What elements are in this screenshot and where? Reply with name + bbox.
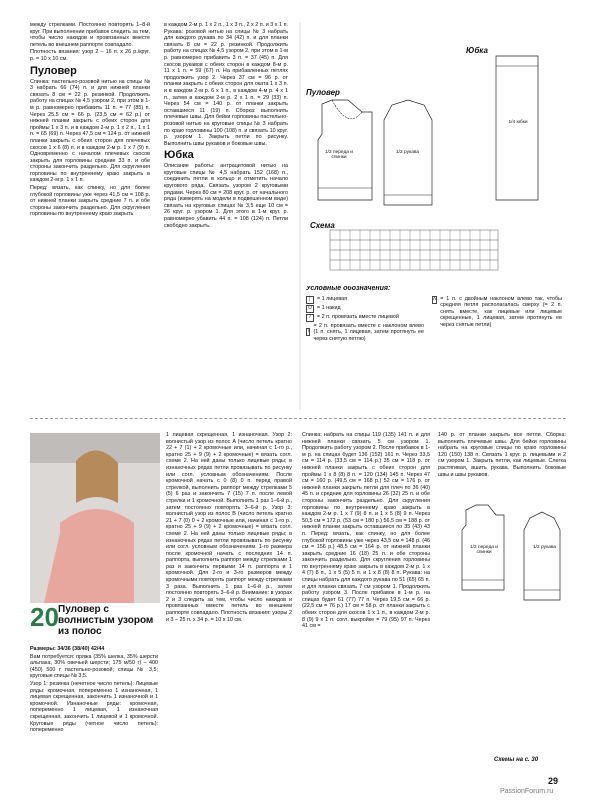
pattern-number: 20 [30,602,59,632]
diagram-title-pulover: Пуловер [306,88,340,97]
p20-front-back-label: 1/2 переда и спинки [470,545,498,555]
legend-k2tog-icon: ⁄ [306,314,314,322]
diagram-title-skirt: Юбка [466,46,488,55]
bottom-col1-text: Узор 1: резинка (нечетное число петель): Лицевые ряды: кромочная, попеременно 1 изнаночная, 1 лицевая скрещенная, закончить 1 изнаночной и 1 кромочной. Изнаночные ряды: кромочная, попеременно 1 лицевая, 1 изнаночная скрещенная, закончить 1 лицевой и 1 кромочной. Круговые ряды (четное число петель): попеременно [30,680,158,734]
legend-item-4: = 1 п. с двойным наклоном влево так, чтобы средняя петля располагалась сверху (= 2 п. снять вместе, как лицевые или лицевые скрещенные, 1 лицевая, затем протянуть ее через снятые петли) [440,295,562,328]
sleeve-label: 1/2 рукава [396,150,420,155]
legend-item-2: = 2 п. провязать вместе лицевой [317,314,399,321]
pulover-back-text: Спинка: пастельно-розовой нитью на спицы № 3 набрать 66 (74) п. и для нижней планки связать 8 см = 22 р. резинкой. Продолжить работу на спицах № 4,5 узором 2, при этом в 1-м р. равномерно прибавить 11 п. = 77 (85) п. Через 25,5 см = 66 р. (23,5 см = 62 р.) от нижней планки закрыть с обеих сторон для проймы 1 x 3 п. и в каждом 2-м р. 1 x 2 п., 1 x 1 п. = 65 (69) п. Через 47,5 см = 124 р. от нижней планки закрыть с обеих сторон для плечевых скосов 1 x 6 (8) п. и в каждом 2-м р. 1 x 7 (9) п. Одновременно с началом плечевых скосов закрыть для горловины средние 33 п. и обе стороны закончить раздельно. Для скругления горловины по внутреннему краю закрыть в каждом 2-м р. 1 x 1 п. [30,78,150,184]
legend-item-1: = 1 накид [317,305,341,312]
top-col1-density: Плотность вязания: узор 2 – 16 п. x 26 р./круг. р. = 10 x 10 см. [30,49,150,62]
legend-yarnover-icon: U [306,305,314,313]
bottom-col4-text: 140 р. от планки закрыть все петли. Сборка: выполнить плечевые швы. Для бейки горловины набрать на круговые спицы по краю горловины 120 (150) 138 п. Связать 1 круг. р. лицевыми и 2 см узором 1. Закрыть петли, как лицевые. Слегка растягивая, вшить рукава. Выполнить боковые швы и швы рукавов. [438,432,566,478]
legend-cdd-icon: Λ [433,296,437,302]
legend-item-3: = 2 п. провязать вместе с наклоном влево (1 п. снять, 1 лицевая, затем протянуть ее через снятую петлю) [313,322,424,342]
materials: Вам потребуется: пряжа (35% шелка, 35% шерсти альпака, 30% овечьей шерсти; 175 м/50 г) – 400 (450) 500 г пастельно-розовой; спицы № 3,5; круговые спицы № 3,5. [30,653,158,680]
bottom-col-2 [166,432,292,792]
pattern-title: Пуловер с волнистым узором из полос [58,604,154,637]
pulover-heading: Пуловер [30,64,77,77]
front-back-label: 1/2 переда и спинки [325,150,353,160]
model-photo [30,433,160,603]
p20-sleeve-label: 1/2 рукава [533,545,557,550]
legend [306,286,566,406]
bottom-col3-text: Спинка: набрать на спицы 119 (135) 141 п. и для нижней планки связать 5 см узором 1. Продолжить работу узором 2. После прибавок в 1-м р. на спицах будет 136 (152) 161 п. Через 33,5 см = 114 р. (33,5 см = 114 р.) 35 см = 118 р. от нижней планки закрыть с обеих сторон для проймы 1 x 8 (8) 8 п. = 120 (134) 145 п. Через 47 см = 160 р. (49,5 см = 168 р.) 52 см = 176 р. от нижней планки закрыть петли для плеч по 36 (40) 45 п. и средние для горловины 26 (32) 25 п. и обе стороны закончить раздельно. Для скругления горловины по внутреннему краю закрыть в каждом 2-м р. 1 x 7 (9) 8 п. и 1 x 5 (8) 9 п. Через 50,5 см = 172 р. (53 см = 180 р.) 56,5 см = 188 р. от нижней планки закрыть оставшиеся по 35 (43) 43 п. Перед: вязать, как спинку, но для более глубокой горловины уже через 43,5 см = 148 р. (46 см = 156 р.) 48,5 см = 164 р. от нижней планки закрыть средние 16 (18) 25 п. и обе стороны закончить раздельно. Для скругления горловины по внутреннему краю закрыть в каждом 2-м р. 1 x 4 (7) 8 п., 1 x 5 (5) 5 п. и 1 x 8 (8) 8 п. Рукава: на спицы набрать для каждого рукава по 51 (65) 65 п. и для планки связать 7 см узором 1. Продолжить работу узором 3. После прибавок в 1-м р. на спицах будет 61 (77) 77 п. Через 19,5 см = 66 р. (22,5 см = 76 р.) 17 см = 58 р. от планки закрыть с обеих сторон для скосов 1 x 1 п., в каждом 2-м р. 8 (9) 9 x 1 п. согл. выкройке = 79 (95) 97 п. Через 41 см = [302,432,430,630]
top-col2-text: в каждом 2-м р. 1 x 2 п., 1 x 3 п., 2 x 2 п. и 3 x 1 п. Рукава: розовой нитью на спицы № 3 набрать для каждого рукава по 34 (42) п. и для планки связать 8 см = 22 р. резинкой. Продолжить работу на спицах № 4,5 узором 2, при этом в 1-м р. равномерно прибавить 3 п. = 37 (45) п. Для скосов рукавов с обеих сторон в каждом 8-м р. 11 x 1 п. = 59 (67) п. На прибавленных петлях продолжить узор 2. Через 37 см = 96 р. от планки закрыть с обеих сторон для оката 1 x 3 п. и в каждом 2-м р. 6 x 1 п., в каждом 4-м р. 4 x 1 п., затем в каждом 2-м р. 2 x 1 п. = 29 (33) п. Через 54 см = 140 р. от планки закрыть оставшиеся 11 (19) п. Сборка: выполнить плечевые швы. Для бейки горловины пастельно-розовой нитью на круговые спицы № 3 набрать по краю горловины 100 (108) п. и связать 10 круг. р. узором 1. Закрыть петли по рисунку. Выполнить швы рукавов и боковые швы. [164,22,288,147]
bottom-col-4 [438,432,566,500]
skirt-text: Описание работы: антрацитовой нитью на круговые спицы № 4,5 набрать 152 (168) п., соединить петли в кольцо и отметить начало кругового ряда. Связать узором 2 круговыми рядами. Через 80 см = 208 круг. р. от начального ряда (измерять на модели в подвешенном виде) связать на круговых спицах № 3,5 еще 10 см = 26 круг. р. узором 1. Для этого в 1-м круг. р. равномерно убавить 44 п. = 108 (124) п. Петли свободно закрыть. [164,163,288,229]
legend-item-0: = 1 лицевая [317,296,348,303]
legend-title: Условные обозначения: [306,286,391,292]
watermark: PassionForum.ru [500,788,554,795]
diagram-title-scheme: Схема [310,221,335,230]
bottom-col2-text: 1 лицевая скрещенная, 1 изнаночная. Узор 2: волнистый узор из полос A (число петель кратно 22 + 7 (1) + 2 кромочные или, начиная с 1-го р., кратно 25 + 9 (9) + 2 кромочные) = вязать согл. схеме 2. На ней даны только лицевые ряды; в изнаночных рядах петли провязывать по рисунку или согл. условным обозначениям. После кромочной начать с 0 (8) 0 п. перед правой стрелкой, выполнить раппорт между стрелками 5 (5) 6 раз и закончить 7 (15) 7 п. после левой стрелки и 1 кромочной. Выполнить 1 раз 1–6-й р., затем постоянно повторять 3–6-й р. Узор 3: волнистый узор из полос B (число петель кратно 21 + 7 (0) 0 + 2 кромочные или, начиная с 1-го р., кратно 25 + 9 (9) + 2 кромочные) = вязать согл. схеме 2. На ней даны только лицевые ряды; в изнаночных рядах петли провязывать по рисунку или согл. условным обозначениям. 1-го размера после кромочной начать с последних 14 п. раппорта, выполнить раппорт между стрелками 1 раз и закончить первыми 14 п. раппорта и 1 кромочной. Для 2-го и 3-го размеров между кромочными повторять раппорт между стрелками 3 раза. Выполнить 1 раз 1–6-й р., затем постоянно повторять 3–6-й р. Внимание: в узорах 2 и 3 следить за тем, чтобы число накидов и провязанных вместе петель во внешнем раппорте совпадало. Плотность вязания: узоры 2 и 3 – 25 п. x 34 р. = 10 x 10 см. [166,432,292,623]
schemes-note: Схемы на с. 30 [494,757,539,763]
skirt-part-label: 1/4 юбки [508,120,528,125]
legend-ssk-icon: \ [307,329,309,335]
legend-knit-icon: │ [306,296,314,304]
page-number: 29 [548,776,559,786]
pulover-front-text: Перед: вязать, как спинку, но для более глубокой горловины уже через 41,5 см = 108 р. от нижней планки закрыть средние 7 п. и обе стороны закончить раздельно. Для скругления горловины по внутреннему краю закрыть [30,185,150,218]
top-col1-pre: между стрелками. Постоянно повторять 1–8-й круг. При выполнении прибавок следить за тем, чтобы число накидов и провязанных вместе петель во внешнем раппорте совпадало. [30,22,150,48]
bottom-col-1 [30,646,158,792]
bottom-col-3 [302,432,430,792]
sizes: Размеры: 34/36 (38/40) 42/44 [30,646,105,652]
skirt-heading: Юбка [164,149,194,162]
section-divider [30,418,566,419]
